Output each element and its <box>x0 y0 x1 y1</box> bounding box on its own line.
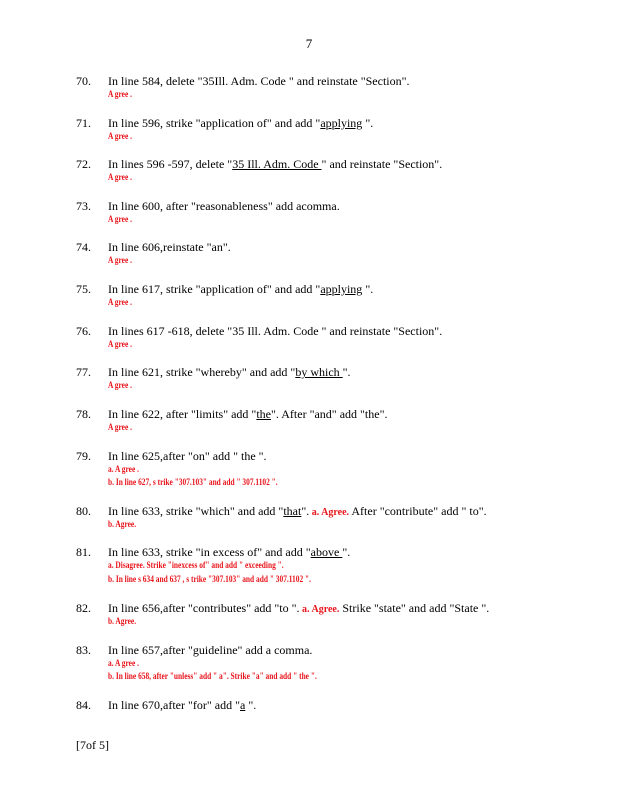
item-response-b: b. In line s 634 and 637 , s trike "307.103" and add " 307.1102 ". <box>108 575 311 585</box>
item-text: In line 657,after "guideline" add a comma. <box>108 643 313 657</box>
item-number: 83. <box>76 643 91 657</box>
item-number: 82. <box>76 601 91 615</box>
item-response: A gree . <box>108 90 132 100</box>
item-number: 76. <box>76 324 91 338</box>
item-text: In line 656,after "contributes" add "to ". a. Agree. Strike "state" and add "State ". <box>108 601 490 615</box>
item-response: A gree . <box>108 173 132 183</box>
item-number: 80. <box>76 504 91 518</box>
item-text: In lines 596 -597, delete "35 Ill. Adm. Code " and reinstate "Section". <box>108 157 443 171</box>
item-text: In line 617, strike "application of" and add "applying ". <box>108 282 374 296</box>
item-text: In line 633, strike "which" and add "that". a. Agree. After "contribute" add " to". <box>108 504 487 518</box>
item-text: In line 596, strike "application of" and add "applying ". <box>108 116 374 130</box>
inline-response: a. Agree. <box>299 604 340 615</box>
item-text: In lines 617 -618, delete "35 Ill. Adm. Code " and reinstate "Section". <box>108 324 443 338</box>
item-response: b. Agree. <box>108 617 137 627</box>
item-text: In line 670,after "for" add "a ". <box>108 698 257 712</box>
item-number: 77. <box>76 365 91 379</box>
item-response: A gree . <box>108 256 132 266</box>
item-response: a. Disagree. Strike "inexcess of" and add " exceeding ". <box>108 561 284 571</box>
item-number: 78. <box>76 407 91 421</box>
item-number: 84. <box>76 698 91 712</box>
item-response: a. A gree . <box>108 465 139 475</box>
item-response: A gree . <box>108 423 132 433</box>
item-number: 79. <box>76 449 91 463</box>
page-number: 7 <box>305 36 313 51</box>
item-number: 75. <box>76 282 91 296</box>
item-number: 74. <box>76 240 91 254</box>
item-text: In line 584, delete "35Ill. Adm. Code " and reinstate "Section". <box>108 74 410 88</box>
item-text: In line 633, strike "in excess of" and add "above ". <box>108 545 351 559</box>
page-footer: [7of 5] <box>76 738 109 752</box>
item-response: A gree . <box>108 340 132 350</box>
item-response: A gree . <box>108 381 132 391</box>
item-response: A gree . <box>108 298 132 308</box>
item-text: In line 621, strike "whereby" and add "by which ". <box>108 365 351 379</box>
item-number: 81. <box>76 545 91 559</box>
item-response: A gree . <box>108 215 132 225</box>
item-response-b: b. In line 627, s trike "307.103" and add " 307.1102 ". <box>108 478 278 488</box>
item-number: 71. <box>76 116 91 130</box>
item-number: 72. <box>76 157 91 171</box>
item-response: a. A gree . <box>108 659 139 669</box>
item-response: A gree . <box>108 132 132 142</box>
item-text: In line 625,after "on" add " the ". <box>108 449 267 463</box>
item-text: In line 622, after "limits" add "the". After "and" add "the". <box>108 407 388 421</box>
item-text: In line 606,reinstate "an". <box>108 240 231 254</box>
item-response-b: b. In line 658, after "unless" add " a". Strike "a" and add " the ". <box>108 672 317 682</box>
item-number: 73. <box>76 199 91 213</box>
item-response: b. Agree. <box>108 520 137 530</box>
item-text: In line 600, after "reasonableness" add acomma. <box>108 199 340 213</box>
inline-response: a. Agree. <box>309 507 350 518</box>
item-number: 70. <box>76 74 91 88</box>
